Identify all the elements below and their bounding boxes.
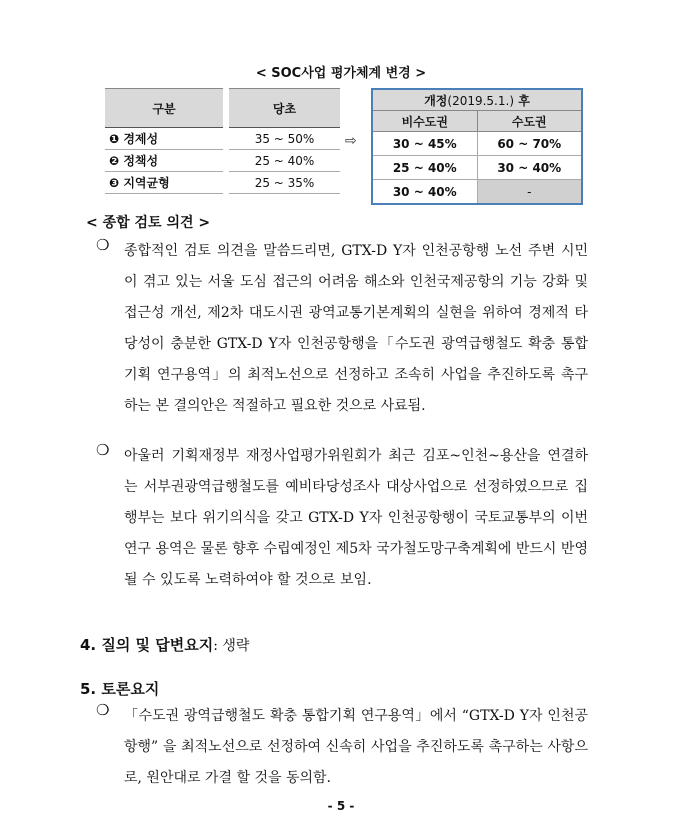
capital-value: 60 ~ 70% bbox=[477, 132, 582, 156]
bullet-icon: ❍ bbox=[96, 441, 110, 459]
row-value: 35 ~ 50% bbox=[229, 128, 340, 150]
table-row bbox=[372, 132, 582, 156]
non-capital-value: 30 ~ 45% bbox=[372, 132, 477, 156]
bullet-icon: ❍ bbox=[96, 236, 110, 254]
review-paragraph-1: 종합적인 검토 의견을 말씀드리면, GTX-D Y자 인천공항행 노선 주변 시민이 겪고 있는 서울 도심 접근의 어려움 해소와 인천국제공항의 기능 강화 및 접근성 개선, 제2차 대도시권 광역교통기본계획의 실현을 위하여 경제적 타당성이 충분한 GTX-D Y자 인천공항행을「수도권 광역급행철도 확충 통합기획 연구용역」의 최적노선으로 선정하고 조속히 사업을 추진하도록 촉구하는 본 결의안은 적절하고 필요한 것으로 사료됨. bbox=[124, 243, 588, 414]
section-4-title: 4. 질의 및 답변요지 bbox=[80, 636, 214, 654]
review-heading: < 종합 검토 의견 > bbox=[86, 215, 211, 231]
table-row bbox=[372, 156, 582, 180]
table-row bbox=[105, 128, 340, 150]
table-row bbox=[105, 150, 340, 172]
header-category: 구분 bbox=[105, 89, 223, 128]
header-non-capital: 비수도권 bbox=[372, 111, 477, 132]
row-label: ❷ 정책성 bbox=[105, 150, 223, 172]
review-paragraph-2: 아울러 기획재정부 재정사업평가위원회가 최근 김포~인천~용산을 연결하는 서부권광역급행철도를 예비타당성조사 대상사업으로 선정하였으므로 집행부는 보다 위기의식을 갖고 GTX-D Y자 인천공항행이 국토교통부의 이번 연구 용역은 물론 향후 수립예정인 제5차 국가철도망구축계획에 반드시 반영될 수 있도록 노력하여야 할 것으로 보임. bbox=[124, 448, 588, 588]
row-label: ❶ 경제성 bbox=[105, 128, 223, 150]
table-row bbox=[372, 180, 582, 205]
row-value: 25 ~ 35% bbox=[229, 172, 340, 194]
non-capital-value: 25 ~ 40% bbox=[372, 156, 477, 180]
capital-value: 30 ~ 40% bbox=[477, 156, 582, 180]
section-4 bbox=[80, 634, 249, 655]
non-capital-value: 30 ~ 40% bbox=[372, 180, 477, 205]
header-current: 당초 bbox=[229, 89, 340, 128]
row-label: ❸ 지역균형 bbox=[105, 172, 223, 194]
capital-value: - bbox=[477, 180, 582, 205]
section-4-detail: : 생략 bbox=[213, 638, 250, 654]
table-caption: < SOC사업 평가체계 변경 > bbox=[255, 66, 427, 81]
revised-weight-table bbox=[371, 88, 583, 205]
header-capital: 수도권 bbox=[477, 111, 582, 132]
row-value: 25 ~ 40% bbox=[229, 150, 340, 172]
discussion-paragraph: 「수도권 광역급행철도 확충 통합기획 연구용역」에서 “GTX-D Y자 인천공항행” 을 최적노선으로 선정하여 신속히 사업을 추진하도록 촉구하는 사항으로, 원안대로 가결 할 것을 동의함. bbox=[124, 708, 588, 786]
page-number: - 5 - bbox=[327, 799, 355, 813]
header-revised: 개정(2019.5.1.) 후 bbox=[372, 89, 582, 111]
bullet-icon: ❍ bbox=[96, 701, 110, 719]
section-5-title: 5. 토론요지 bbox=[80, 680, 160, 698]
table-row bbox=[105, 172, 340, 194]
arrow-right-icon: ⇨ bbox=[345, 133, 357, 149]
original-weight-table bbox=[105, 88, 340, 194]
